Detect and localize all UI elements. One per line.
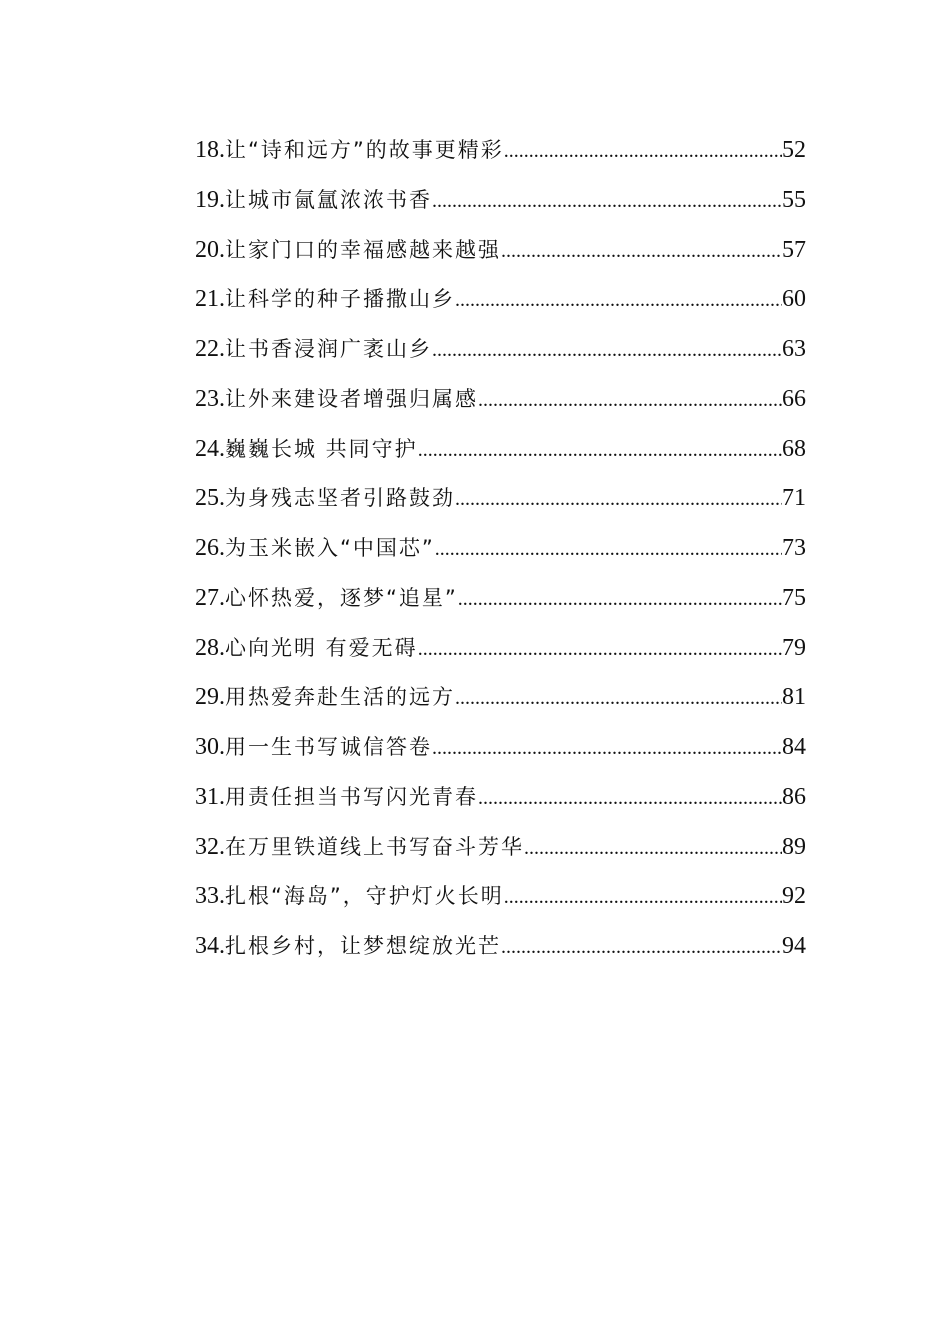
toc-entry <box>195 375 806 425</box>
toc-entry-title: 扎根“海岛”，守护灯火长明 <box>225 884 504 909</box>
toc-entry-title: 在万里铁道线上书写奋斗芳华 <box>225 834 524 859</box>
toc-entry-number: 28. <box>195 634 225 661</box>
toc-entry-title: 巍巍长城 共同守护 <box>225 436 418 461</box>
toc-entry-number: 25. <box>195 485 225 512</box>
toc-entry-number: 32. <box>195 833 225 860</box>
toc-entry-title: 心怀热爱，逐梦“追星” <box>225 585 458 610</box>
toc-entry-page: 84 <box>782 734 806 760</box>
toc-entry <box>195 524 806 574</box>
toc-entry-number: 27. <box>195 584 225 611</box>
toc-dot-leader <box>418 426 782 476</box>
toc-entry-number: 22. <box>195 336 225 362</box>
toc-entry <box>195 922 806 972</box>
toc-dot-leader <box>455 475 782 525</box>
toc-entry-page: 79 <box>782 634 806 661</box>
toc-entry-number: 30. <box>195 734 225 760</box>
toc-dot-leader <box>478 774 782 824</box>
toc-entry-title: 让科学的种子播撒山乡 <box>225 287 455 312</box>
toc-entry-page: 81 <box>782 684 806 711</box>
toc-entry <box>195 673 806 723</box>
toc-dot-leader <box>504 127 782 177</box>
toc-entry-page: 71 <box>782 485 806 512</box>
toc-entry <box>195 176 806 226</box>
toc-entry-number: 29. <box>195 684 225 711</box>
toc-entry-title: 让外来建设者增强归属感 <box>225 386 478 411</box>
toc-entry-title: 用责任担当书写闪光青春 <box>225 784 478 809</box>
toc-entry-number: 21. <box>195 286 225 313</box>
toc-dot-leader <box>458 575 782 625</box>
toc-entry-title: 为身残志坚者引路鼓劲 <box>225 486 455 511</box>
toc-dot-leader <box>432 724 782 774</box>
toc-entry-page: 68 <box>782 435 806 462</box>
toc-entry <box>195 773 806 823</box>
toc-entry-number: 18. <box>195 137 225 163</box>
toc-entry-page: 75 <box>782 584 806 611</box>
toc-dot-leader <box>504 873 782 923</box>
toc-dot-leader <box>501 923 782 973</box>
toc-entry-page: 60 <box>782 286 806 313</box>
toc-entry <box>195 474 806 524</box>
toc-dot-leader <box>501 227 782 277</box>
toc-entry-title: 用一生书写诚信答卷 <box>225 735 432 759</box>
toc-entry-title: 让城市氤氲浓浓书香 <box>225 187 432 212</box>
toc-entry <box>195 126 806 176</box>
toc-entry-title: 让家门口的幸福感越来越强 <box>225 237 501 262</box>
toc-entry-page: 57 <box>782 236 806 263</box>
toc-entry-page: 66 <box>782 385 806 412</box>
toc-entry <box>195 275 806 325</box>
toc-entry-title: 心向光明 有爱无碍 <box>225 635 418 660</box>
toc-entry-number: 23. <box>195 385 225 412</box>
toc-entry-title: 为玉米嵌入“中国芯” <box>225 536 435 560</box>
toc-entry-number: 19. <box>195 186 225 213</box>
toc-entry-page: 89 <box>782 833 806 860</box>
toc-dot-leader <box>432 177 782 227</box>
toc-dot-leader <box>524 824 782 874</box>
toc-dot-leader <box>435 525 782 575</box>
toc-entry-page: 86 <box>782 783 806 810</box>
toc-dot-leader <box>478 376 782 426</box>
toc-dot-leader <box>418 625 782 675</box>
toc-entry-title: 让“诗和远方”的故事更精彩 <box>225 138 504 162</box>
toc-entry-page: 52 <box>782 137 806 163</box>
toc-dot-leader <box>432 326 782 376</box>
toc-entry-page: 73 <box>782 535 806 561</box>
toc-entry-title: 让书香浸润广袤山乡 <box>225 337 432 361</box>
toc-entry <box>195 226 806 276</box>
toc-entry <box>195 425 806 475</box>
toc-entry-number: 33. <box>195 883 225 910</box>
toc-entry-title: 扎根乡村，让梦想绽放光芒 <box>225 934 501 958</box>
toc-entry-number: 31. <box>195 783 225 810</box>
toc-entry <box>195 325 806 375</box>
toc-entry-page: 55 <box>782 186 806 213</box>
toc-entry-title: 用热爱奔赴生活的远方 <box>225 685 455 710</box>
table-of-contents <box>195 126 806 972</box>
toc-entry-number: 34. <box>195 933 225 959</box>
toc-entry <box>195 872 806 922</box>
toc-entry-page: 63 <box>782 336 806 362</box>
toc-entry-number: 20. <box>195 236 225 263</box>
toc-entry <box>195 574 806 624</box>
toc-entry-number: 24. <box>195 435 225 462</box>
toc-entry-page: 94 <box>782 933 806 959</box>
toc-entry <box>195 624 806 674</box>
toc-dot-leader <box>455 674 782 724</box>
toc-entry <box>195 723 806 773</box>
toc-entry-page: 92 <box>782 883 806 910</box>
toc-entry <box>195 823 806 873</box>
toc-entry-number: 26. <box>195 535 225 561</box>
toc-dot-leader <box>455 276 782 326</box>
